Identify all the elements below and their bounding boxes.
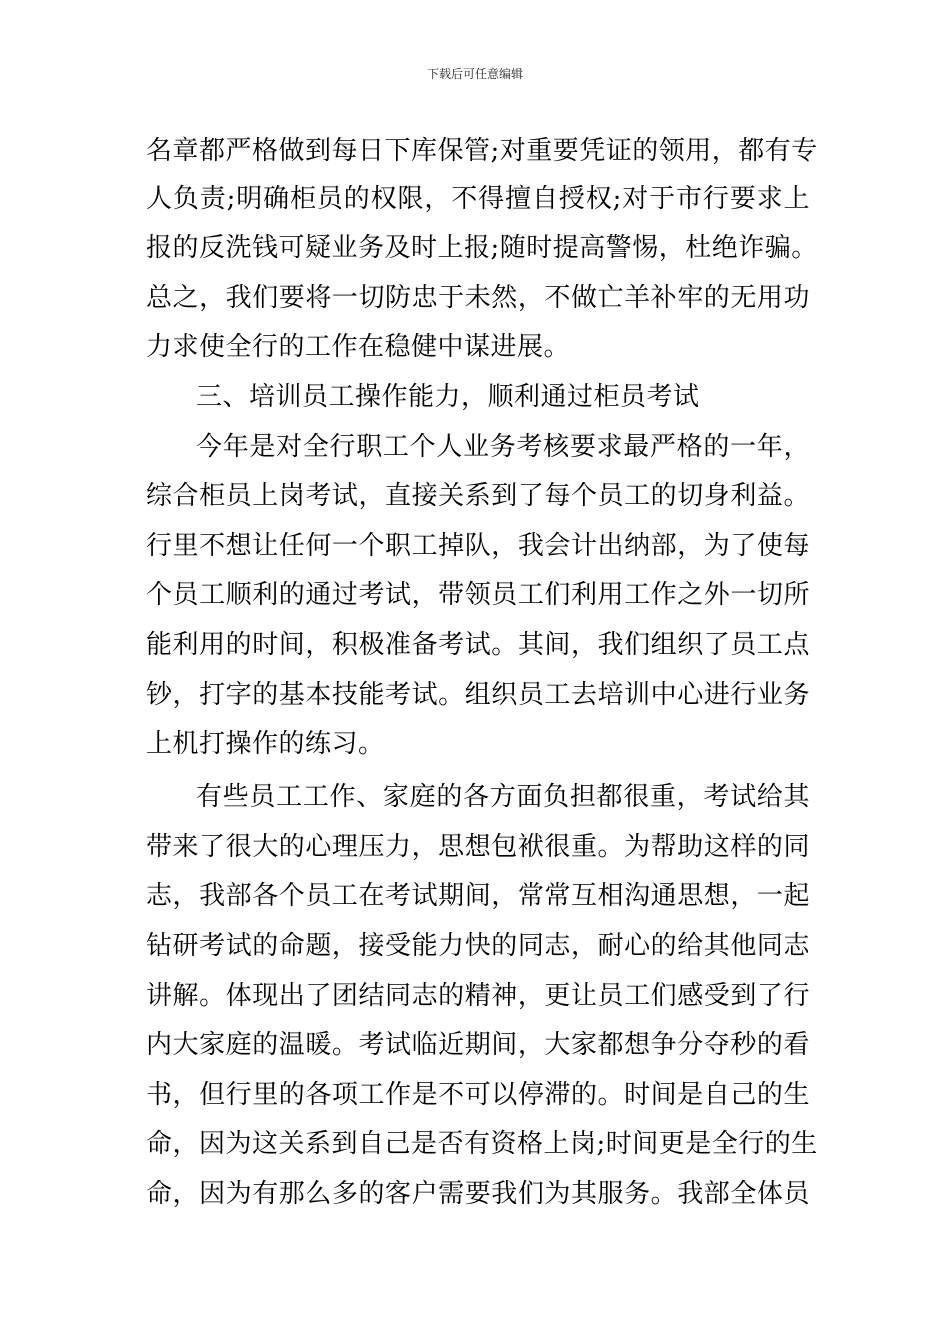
page-header: 下载后可任意编辑 — [426, 67, 523, 81]
text-line: 报的反洗钱可疑业务及时上报;随时提高警惕，杜绝诈骗。 — [146, 233, 818, 263]
text-line: 带来了很大的心理压力，思想包袱很重。为帮助这样的同 — [146, 832, 810, 862]
text-line: 总之，我们要将一切防忠于未然，不做亡羊补牢的无用功 — [146, 283, 810, 313]
section-heading: 三、培训员工操作能力，顺利通过柜员考试 — [196, 382, 700, 412]
text-line: 命，因为这关系到自己是否有资格上岗;时间更是全行的生 — [146, 1129, 818, 1159]
text-line: 力求使全行的工作在稳健中谋进展。 — [146, 332, 571, 362]
text-line: 行里不想让任何一个职工掉队，我会计出纳部，为了使每 — [146, 531, 810, 561]
text-line: 综合柜员上岗考试，直接关系到了每个员工的切身利益。 — [146, 481, 810, 511]
text-line: 能利用的时间，积极准备考试。其间，我们组织了员工点 — [146, 630, 810, 660]
text-line: 钞，打字的基本技能考试。组织员工去培训中心进行业务 — [146, 680, 810, 710]
text-line: 书，但行里的各项工作是不可以停滞的。时间是自己的生 — [146, 1080, 810, 1110]
text-line: 今年是对全行职工个人业务考核要求最严格的一年， — [196, 432, 810, 462]
text-line: 上机打操作的练习。 — [146, 729, 385, 759]
text-line: 志，我部各个员工在考试期间，常常互相沟通思想，一起 — [146, 881, 810, 911]
text-line: 人负责;明确柜员的权限，不得擅自授权;对于市行要求上 — [146, 184, 810, 214]
text-line: 有些员工工作、家庭的各方面负担都很重，考试给其 — [196, 782, 810, 812]
text-line: 钻研考试的命题，接受能力快的同志，耐心的给其他同志 — [146, 931, 810, 961]
text-line: 个员工顺利的通过考试，带领员工们利用工作之外一切所 — [146, 580, 810, 610]
text-line: 讲解。体现出了团结同志的精神，更让员工们感受到了行 — [146, 981, 810, 1011]
text-line: 命，因为有那么多的客户需要我们为其服务。我部全体员 — [146, 1179, 810, 1209]
text-line: 名章都严格做到每日下库保管;对重要凭证的领用，都有专 — [146, 136, 818, 166]
text-line: 内大家庭的温暖。考试临近期间，大家都想争分夺秒的看 — [146, 1030, 810, 1060]
